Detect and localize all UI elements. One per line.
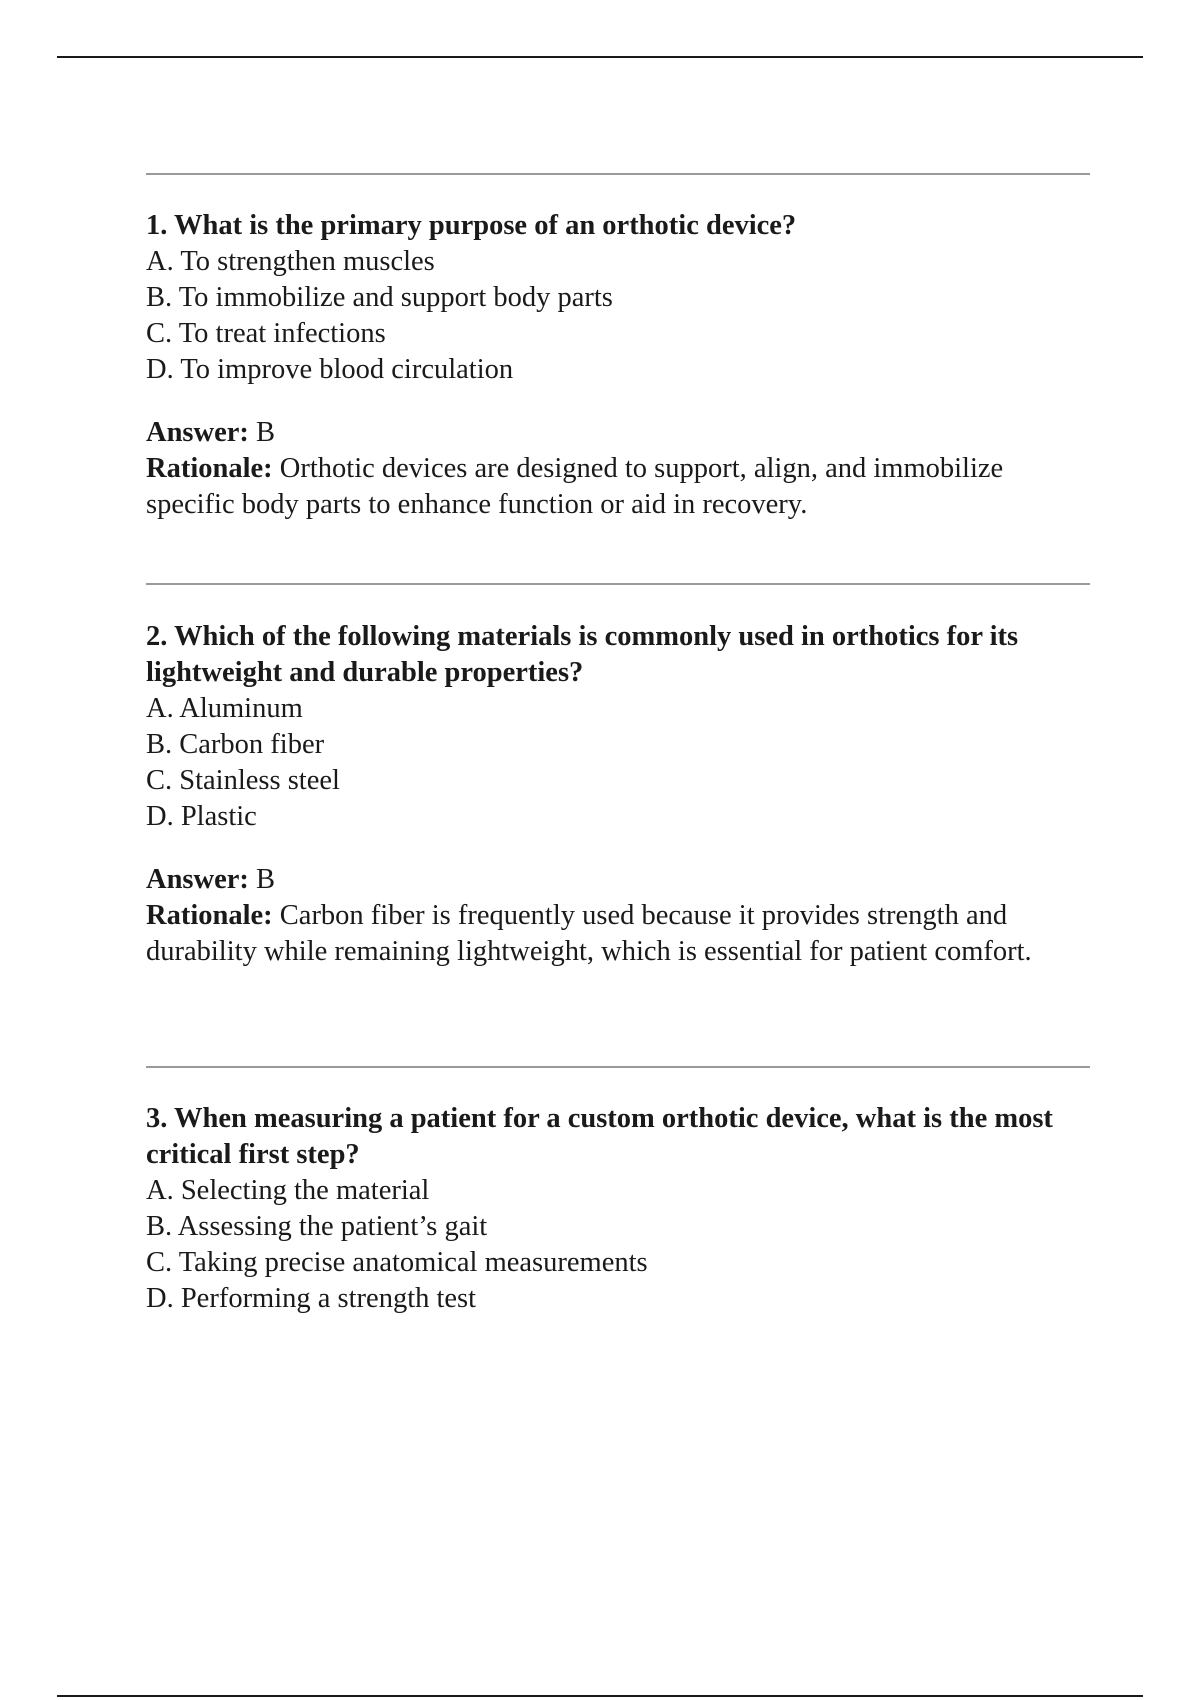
question-1 [146, 208, 1090, 523]
option-b: B. Carbon fiber [146, 729, 325, 760]
answer-block [146, 862, 1090, 970]
option-c: C. Taking precise anatomical measurements [146, 1247, 648, 1278]
answer-label: Answer: [146, 864, 249, 895]
question-title: 3. When measuring a patient for a custom orthotic device, what is the most critical first step? [146, 1103, 1053, 1170]
separator [146, 173, 1090, 175]
question-title: 1. What is the primary purpose of an orthotic device? [146, 210, 797, 241]
option-d: D. Plastic [146, 801, 257, 832]
option-c: C. Stainless steel [146, 765, 340, 796]
question-2 [146, 619, 1090, 970]
rationale-line [146, 451, 1090, 523]
option-a: A. To strengthen muscles [146, 246, 435, 277]
answer-label: Answer: [146, 417, 249, 448]
option-a: A. Aluminum [146, 693, 303, 724]
rationale-label: Rationale: [146, 453, 273, 484]
answer-value: B [256, 417, 276, 448]
option-b: B. Assessing the patient’s gait [146, 1211, 488, 1242]
page-bottom-rule [57, 1695, 1143, 1697]
option-d: D. Performing a strength test [146, 1283, 477, 1314]
page-top-rule [57, 56, 1143, 58]
rationale-text: Carbon fiber is frequently used because it provides strength and durability while remaining lightweight, which is essential for patient comfort. [146, 900, 1032, 967]
answer-block [146, 415, 1090, 523]
question-title: 2. Which of the following materials is commonly used in orthotics for its lightweight and durable properties? [146, 621, 1019, 688]
option-b: B. To immobilize and support body parts [146, 282, 613, 313]
rationale-label: Rationale: [146, 900, 273, 931]
rationale-text: Orthotic devices are designed to support, align, and immobilize specific body parts to enhance function or aid in recovery. [146, 453, 1004, 520]
option-a: A. Selecting the material [146, 1175, 430, 1206]
separator [146, 1066, 1090, 1068]
separator [146, 583, 1090, 585]
rationale-line [146, 898, 1090, 970]
option-d: D. To improve blood circulation [146, 354, 514, 385]
question-3 [146, 1101, 1090, 1317]
answer-line [146, 862, 1090, 898]
answer-line [146, 415, 1090, 451]
answer-value: B [256, 864, 276, 895]
option-c: C. To treat infections [146, 318, 386, 349]
